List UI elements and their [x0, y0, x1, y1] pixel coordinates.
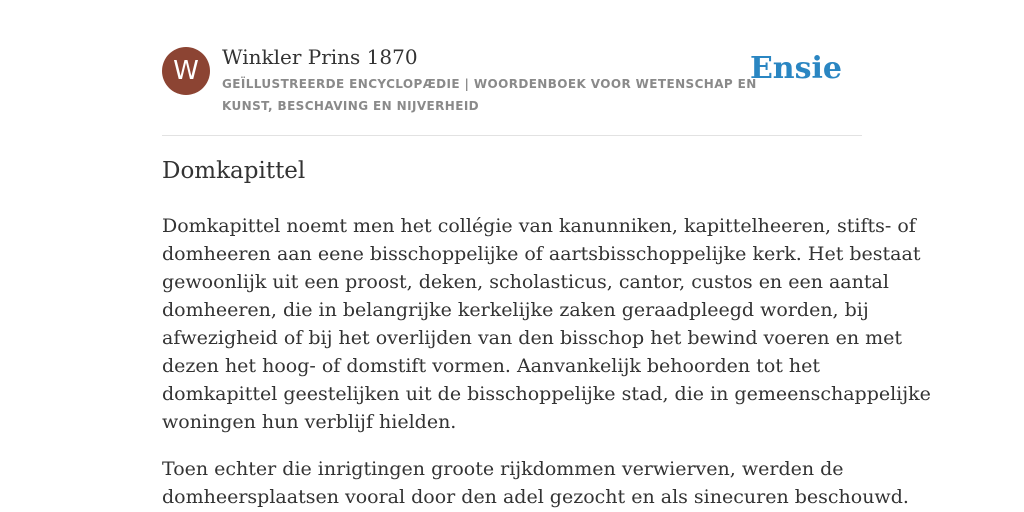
source-title[interactable]: Winkler Prins 1870: [222, 45, 418, 69]
entry-body: [162, 212, 931, 512]
source-avatar[interactable]: W: [162, 47, 210, 95]
text-line: domheeren, die in belangrijke kerkelijke zaken geraadpleegd worden, bij: [162, 299, 869, 321]
header-divider: [162, 135, 862, 136]
source-header: [162, 45, 862, 135]
text-line: domheersplaatsen vooral door den adel gezocht en als sinecuren beschouwd.: [162, 486, 909, 508]
source-subtitle-line: KUNST, BESCHAVING EN NIJVERHEID: [222, 99, 480, 113]
source-subtitle: [222, 73, 757, 117]
text-line: domkapittel geestelijken uit de bisschoppelijke stad, die in gemeenschappelijke: [162, 383, 931, 405]
text-line: woningen hun verblijf hielden.: [162, 411, 457, 433]
ensie-logo[interactable]: Ensie: [749, 51, 842, 86]
paragraph: [162, 212, 931, 436]
entry-title: Domkapittel: [162, 158, 306, 184]
text-line: Toen echter die inrigtingen groote rijkdommen verwierven, werden de: [162, 458, 844, 480]
text-line: gewoonlijk uit een proost, deken, scholasticus, cantor, custos en een aantal: [162, 271, 889, 293]
text-line: dezen het hoog- of domstift vormen. Aanvankelijk behoorden tot het: [162, 355, 821, 377]
text-line: domheeren aan eene bisschoppelijke of aartsbisschoppelijke kerk. Het bestaat: [162, 243, 921, 265]
text-line: Domkapittel noemt men het collégie van kanunniken, kapittelheeren, stifts- of: [162, 215, 916, 237]
text-line: afwezigheid of bij het overlijden van den bisschop het bewind voeren en met: [162, 327, 902, 349]
source-subtitle-line: GEÏLLUSTREERDE ENCYCLOPÆDIE | WOORDENBOEK VOOR WETENSCHAP EN: [222, 77, 757, 91]
paragraph: [162, 455, 909, 511]
